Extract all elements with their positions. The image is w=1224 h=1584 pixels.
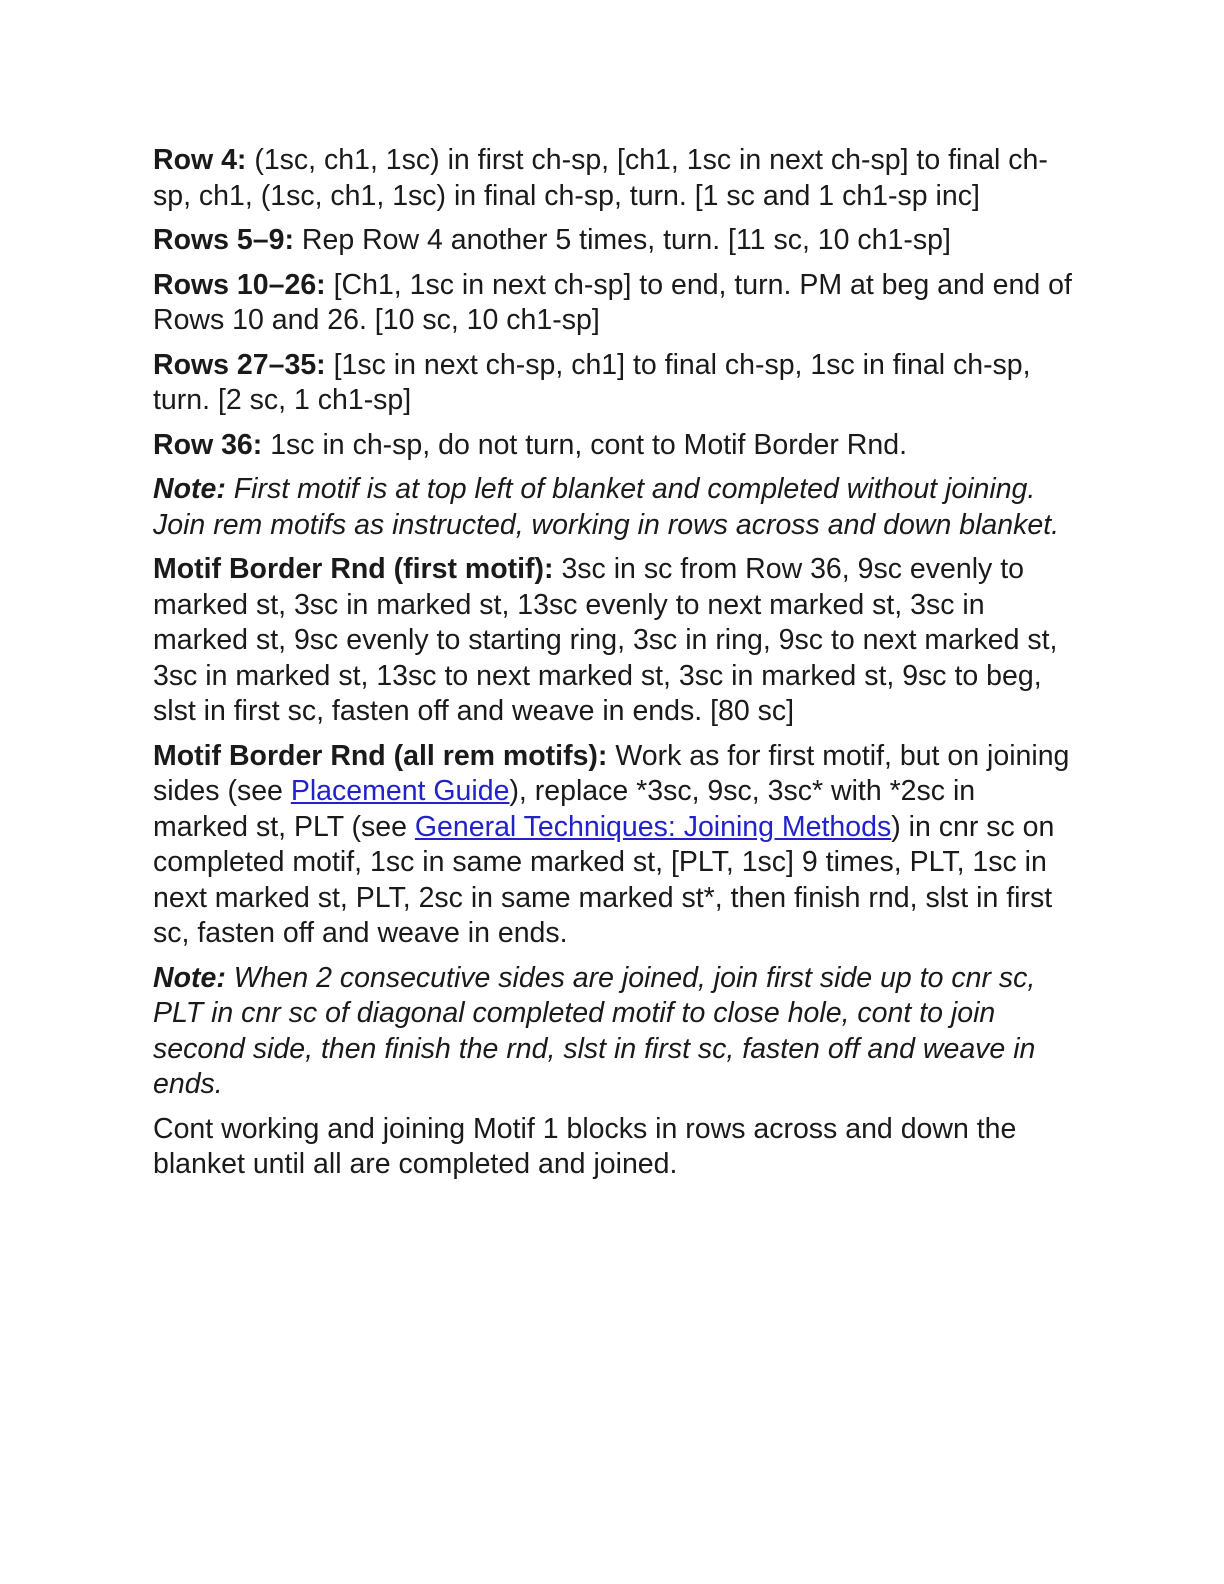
row-label: Rows 27–35:: [153, 348, 326, 381]
instruction-border-first-motif: [153, 552, 1073, 730]
instruction-rows-5-9: [153, 223, 1073, 259]
instruction-border-rem-motifs: [153, 739, 1073, 952]
closing-text: Cont working and joining Motif 1 blocks in rows across and down the blanket until all are completed and joined.: [153, 1112, 1017, 1180]
placement-guide-link[interactable]: Placement Guide: [290, 775, 510, 807]
row-text: ) in cnr sc on completed motif, 1sc in same marked st, [PLT, 1sc] 9 times, PLT, 1sc in next marked st, PLT, 2sc in same marked st*, then finish rnd, slst in first sc, fasten off and weave in ends.: [153, 810, 1055, 949]
document-page: [153, 143, 1073, 1192]
row-text: [1sc in next ch-sp, ch1] to final ch-sp, 1sc in final ch-sp, turn. [2 sc, 1 ch1-sp]: [153, 348, 1031, 416]
closing-instruction: [153, 1112, 1073, 1183]
note-consecutive-sides: [153, 961, 1073, 1103]
row-text: Rep Row 4 another 5 times, turn. [11 sc, 10 ch1-sp]: [293, 224, 951, 256]
row-text: ), replace *3sc, 9sc, 3sc* with *2sc in marked st, PLT (see: [153, 775, 976, 843]
row-text: Work as for first motif, but on joining sides (see: [153, 739, 1070, 807]
row-label: Rows 10–26:: [153, 268, 326, 301]
instruction-rows-10-26: [153, 268, 1073, 339]
row-text: 1sc in ch-sp, do not turn, cont to Motif Border Rnd.: [262, 428, 908, 461]
instruction-rows-27-35: [153, 348, 1073, 419]
row-label: Row 36:: [153, 428, 263, 461]
row-text: [Ch1, 1sc in next ch-sp] to end, turn. PM at beg and end of Rows 10 and 26. [10 sc, 10 ch1-sp]: [153, 268, 1072, 336]
note-label: Note:: [153, 473, 226, 505]
row-label: Motif Border Rnd (first motif):: [153, 553, 554, 585]
note-text: First motif is at top left of blanket and completed without joining. Join rem motifs as instructed, working in rows across and down blanket.: [153, 473, 1060, 541]
note-label: Note:: [153, 961, 226, 994]
note-text: When 2 consecutive sides are joined, join first side up to cnr sc, PLT in cnr sc of diagonal completed motif to close hole, cont to join second side, then finish the rnd, slst in first sc, fasten off and weave in ends.: [153, 961, 1036, 1100]
joining-methods-link[interactable]: General Techniques: Joining Methods: [414, 810, 892, 843]
row-label: Motif Border Rnd (all rem motifs):: [153, 739, 608, 772]
instruction-row-4: [153, 143, 1073, 214]
row-label: Row 4:: [153, 144, 247, 176]
note-first-motif: [153, 472, 1073, 543]
row-label: Rows 5–9:: [153, 224, 294, 256]
row-text: (1sc, ch1, 1sc) in first ch-sp, [ch1, 1sc in next ch-sp] to final ch-sp, ch1, (1sc, ch1, 1sc) in final ch-sp, turn. [1 sc and 1 ch1-sp inc]: [153, 144, 1048, 212]
row-text: 3sc in sc from Row 36, 9sc evenly to marked st, 3sc in marked st, 13sc evenly to next marked st, 3sc in marked st, 9sc evenly to starting ring, 3sc in ring, 9sc to next marked st, 3sc in marked st, 13sc to next marked st, 3sc in marked st, 9sc to beg, slst in first sc, fasten off and weave in ends. [80 sc]: [153, 553, 1058, 727]
instruction-row-36: [153, 428, 1073, 464]
